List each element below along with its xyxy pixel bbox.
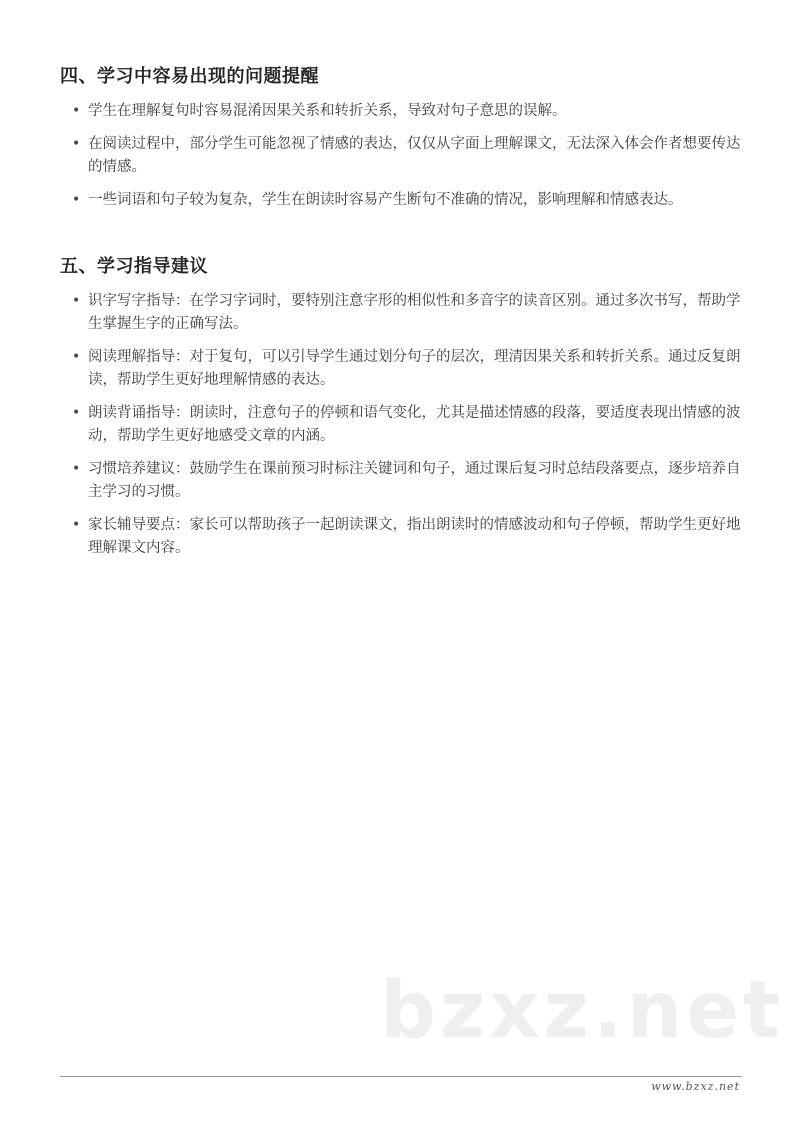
bullet-icon: •	[72, 192, 81, 208]
list-item	[60, 189, 750, 212]
list-item	[60, 346, 750, 392]
section-guidance	[60, 252, 750, 570]
problems-list	[60, 100, 750, 212]
list-item	[60, 458, 750, 504]
bullet-icon: •	[72, 136, 81, 152]
list-item	[60, 133, 750, 179]
section-title-guidance: 五、学习指导建议	[60, 256, 208, 277]
list-item	[60, 100, 750, 123]
list-item	[60, 290, 750, 336]
footer-url: www.bzxz.net	[651, 1080, 740, 1093]
list-item-text: 识字写字指导：在学习字词时，要特别注意字形的相似性和多音字的读音区别。通过多次书写，帮助学生掌握生字的正确写法。	[88, 293, 741, 332]
bullet-icon: •	[72, 103, 81, 119]
list-item-text: 习惯培养建议：鼓励学生在课前预习时标注关键词和句子，通过课后复习时总结段落要点，逐步培养自主学习的习惯。	[88, 461, 741, 500]
footer-divider	[60, 1076, 742, 1077]
watermark: bzxz.net	[380, 966, 785, 1056]
bullet-icon: •	[72, 461, 81, 477]
list-item-text: 学生在理解复句时容易混淆因果关系和转折关系，导致对句子意思的误解。	[88, 103, 567, 119]
list-item-text: 在阅读过程中，部分学生可能忽视了情感的表达，仅仅从字面上理解课文，无法深入体会作者想要传达的情感。	[88, 136, 741, 175]
bullet-icon: •	[72, 349, 81, 365]
list-item	[60, 402, 750, 448]
section-problems	[60, 62, 750, 222]
bullet-icon: •	[72, 517, 81, 533]
guidance-list	[60, 290, 750, 560]
bullet-icon: •	[72, 293, 81, 309]
list-item-text: 朗读背诵指导：朗读时，注意句子的停顿和语气变化，尤其是描述情感的段落，要适度表现出情感的波动，帮助学生更好地感受文章的内涵。	[88, 405, 741, 444]
list-item	[60, 514, 750, 560]
list-item-text: 家长辅导要点：家长可以帮助孩子一起朗读课文，指出朗读时的情感波动和句子停顿，帮助学生更好地理解课文内容。	[88, 517, 741, 556]
section-title-problems: 四、学习中容易出现的问题提醒	[60, 66, 319, 87]
list-item-text: 阅读理解指导：对于复句，可以引导学生通过划分句子的层次，理清因果关系和转折关系。通过反复朗读，帮助学生更好地理解情感的表达。	[88, 349, 741, 388]
bullet-icon: •	[72, 405, 81, 421]
list-item-text: 一些词语和句子较为复杂，学生在朗读时容易产生断句不准确的情况，影响理解和情感表达。	[88, 192, 683, 208]
